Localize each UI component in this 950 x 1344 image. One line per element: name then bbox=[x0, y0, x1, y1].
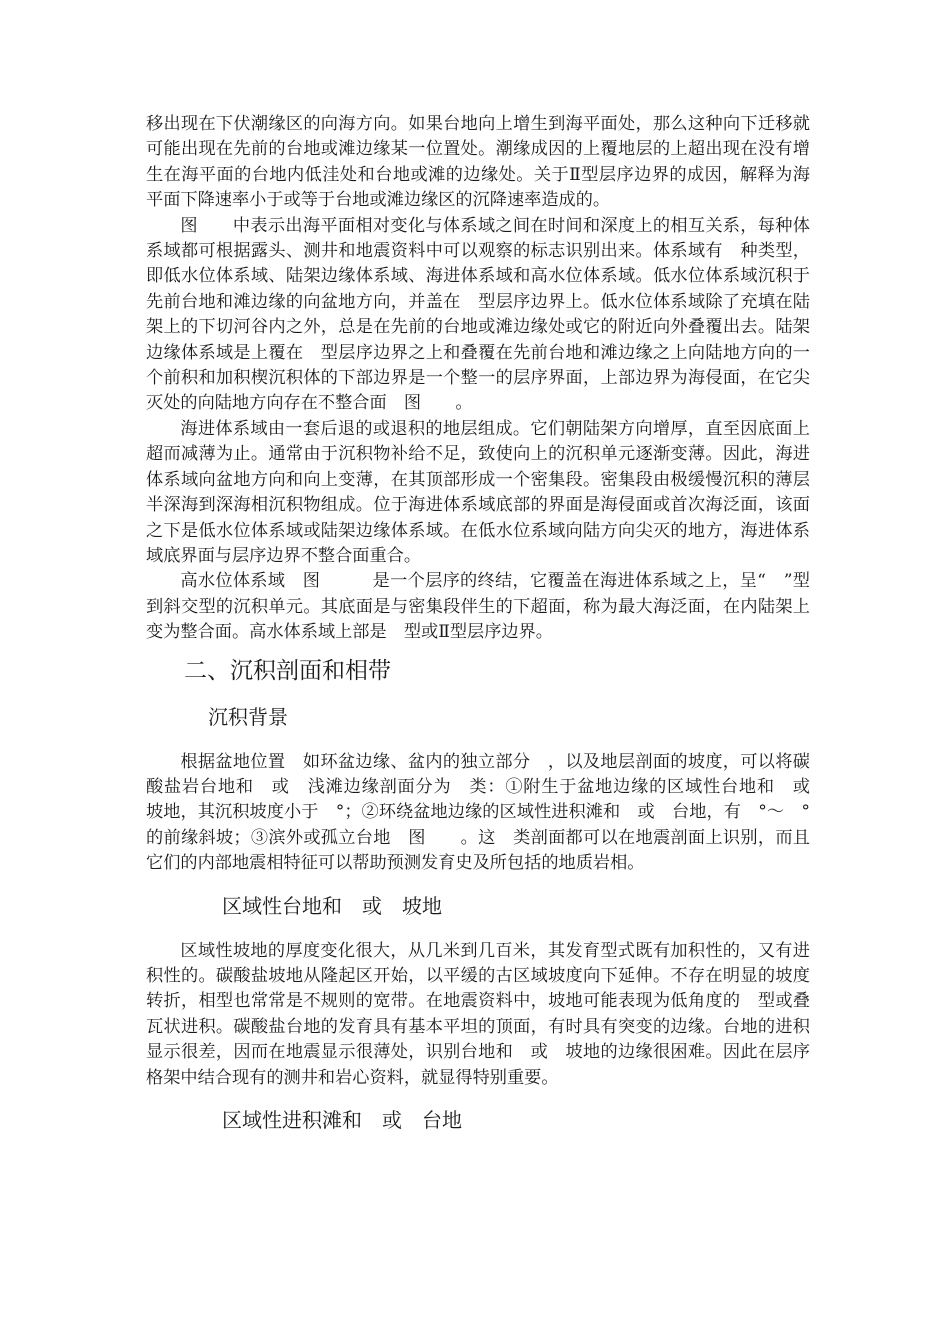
document-page bbox=[146, 112, 828, 1153]
paragraph-6: 区域性坡地的厚度变化很大，从几米到几百米，其发育型式既有加积性的，又有进积性的。碳酸盐坡地从隆起区开始，以平缓的古区域坡度向下延伸。不存在明显的坡度转折，相型也常常是不规则的宽带。在地震资料中，坡地可能表现为低角度的 型或叠瓦状进积。碳酸盐台地的发育具有基本平坦的顶面，有时具有突变的边缘。台地的进积显示很差，因而在地震显示很薄处，识别台地和 或 坡地的边缘很困难。因此在层序格架中结合现有的测井和岩心资料，就显得特别重要。 bbox=[146, 940, 810, 1088]
paragraph-4: 高水位体系域 图 是一个层序的终结，它覆盖在海进体系域之上，呈“ ”型到斜交型的沉积单元。其底面是与密集段伴生的下超面，称为最大海泛面，在内陆架上变为整合面。高水体系域上部是 型或Ⅱ型层序边界。 bbox=[146, 571, 810, 643]
subheading-sedimentary-setting: 沉积背景 bbox=[208, 704, 288, 729]
paragraph-3: 海进体系域由一套后退的或退积的地层组成。它们朝陆架方向增厚，直至因底面上超而减薄为止。通常由于沉积物补给不足，致使向上的沉积单元逐渐变薄。因此，海进体系域向盆地方向和向上变薄，在其顶部形成一个密集段。密集段由极缓慢沉积的薄层半深海到深海相沉积物组成。位于海进体系域底部的界面是海侵面或首次海泛面，该面之下是低水位体系域或陆架边缘体系域。在低水位系域向陆方向尖灭的地方，海进体系域底界面与层序边界不整合面重合。 bbox=[146, 418, 810, 566]
section-heading: 二、沉积剖面和相带 bbox=[184, 657, 391, 684]
paragraph-5: 根据盆地位置 如环盆边缘、盆内的独立部分 ，以及地层剖面的坡度，可以将碳酸盐岩台地和 或 浅滩边缘剖面分为 类：①附生于盆地边缘的区域性台地和 或 坡地，其沉积坡度小于 °；②环绕盆地边缘的区域性进积滩和 或 台地，有 °～ °的前缘斜坡；③滨外或孤立台地 图 。这 类剖面都可以在地震剖面上识别，而且它们的内部地震相特征可以帮助预测发育史及所包括的地质岩相。 bbox=[146, 751, 828, 874]
subheading-regional-platform-ramp: 区域性台地和 或 坡地 bbox=[222, 893, 442, 918]
paragraph-1: 移出现在下伏潮缘区的向海方向。如果台地向上增生到海平面处，那么这种向下迁移就可能出现在先前的台地或滩边缘某一位置处。潮缘成因的上覆地层的上超出现在没有增生在海平面的台地内低洼处和台地或滩的边缘处。关于Ⅱ型层序边界的成因，解释为海平面下降速率小于或等于台地或滩边缘区的沉降速率造成的。 bbox=[146, 114, 810, 211]
subheading-regional-prograding-bank: 区域性进积滩和 或 台地 bbox=[222, 1108, 462, 1132]
paragraph-2: 图 中表示出海平面相对变化与体系域之间在时间和深度上的相互关系，每种体系域都可根据露头、测井和地震资料中可以观察的标志识别出来。体系域有 种类型，即低水位体系域、陆架边缘体系域、海进体系域和高水位体系域。低水位体系域沉积于先前台地和滩边缘的向盆地方向，并盖在 型层序边界上。低水位体系域除了充填在陆架上的下切河谷内之外，总是在先前的台地或滩边缘处或它的附近向外叠覆出去。陆架边缘体系域是上覆在 型层序边界之上和叠覆在先前台地和滩边缘之上向陆地方向的一个前积和加积楔沉积体的下部边界是一个整一的层序界面，上部边界为海侵面，在它尖灭处的向陆地方向存在不整合面 图 。 bbox=[146, 215, 810, 414]
